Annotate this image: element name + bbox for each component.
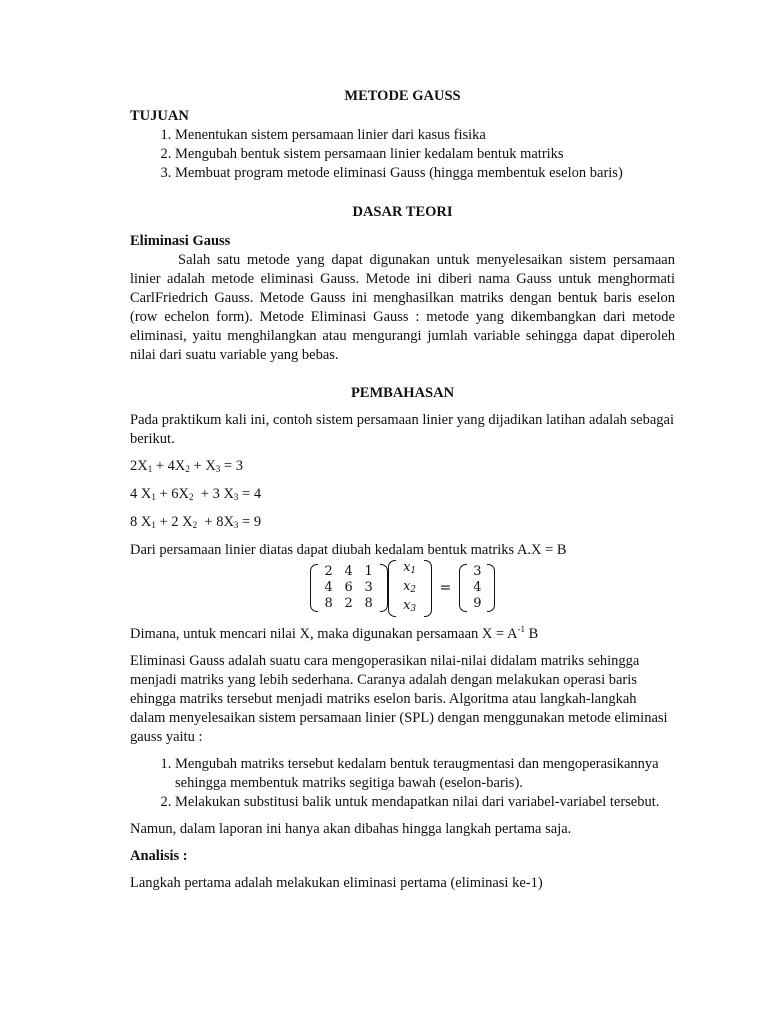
matrix-a-cell: 4 [344, 564, 353, 579]
matrix-intro: Dari persamaan linier diatas dapat diubah kedalam bentuk matriks A.X = B [130, 542, 567, 558]
solution-formula: Dimana, untuk mencari nilai X, maka digunakan persamaan $X = A^{-1}$ B [130, 624, 539, 642]
tujuan-list [130, 126, 675, 183]
equation-2: 4 $X_1 + 6X_2 + 3$ $X_3 = 4$ [130, 486, 262, 502]
analisis-text: Langkah pertama adalah melakukan eliminasi pertama (eliminasi ke-1) [130, 875, 543, 891]
vector-x [388, 560, 432, 617]
vector-b [459, 564, 495, 612]
step-item-1: 1. Mengubah matriks tersebut kedalam bentuk teraugmentasi dan mengoperasikannya sehingga membentuk matriks segitiga bawah (eselon-baris). [175, 755, 675, 793]
matrix-a-cell: 4 [324, 580, 333, 595]
dasar-teori-heading: DASAR TEORI [352, 204, 453, 220]
note-text: Namun, dalam laporan ini hanya akan dibahas hingga langkah pertama saja. [130, 821, 572, 837]
gauss-description: Eliminasi Gauss adalah suatu cara mengoperasikan nilai-nilai didalam matriks sehingga menjadi matriks yang lebih sederhana. Caranya adalah dengan melakukan operasi baris ehingga matriks tersebut menjadi matriks eselon baris. Algoritma atau langkah-langkah dalam menyelesaikan sistem persamaan linier (SPL) dengan menggunakan metode eliminasi gauss yaitu : [130, 653, 668, 745]
page-title: METODE GAUSS [344, 88, 461, 104]
matrix-a-cell: 1 [364, 564, 373, 579]
tujuan-item-3: 3. Membuat program metode eliminasi Gauss (hingga membentuk eselon baris) [175, 164, 675, 183]
pembahasan-intro: Pada praktikum kali ini, contoh sistem persamaan linier yang dijadikan latihan adalah sebagai berikut. [130, 412, 674, 447]
matrix-a-cell: 8 [324, 596, 333, 611]
tujuan-label: TUJUAN [130, 108, 189, 124]
matrix-a-cell: 6 [344, 580, 353, 595]
steps-list [130, 755, 675, 812]
matrix-a-cell: 8 [364, 596, 373, 611]
tujuan-item-2: 2. Mengubah bentuk sistem persamaan linier kedalam bentuk matriks [175, 145, 675, 164]
matrix-equation [130, 559, 675, 614]
dasar-teori-paragraph: Salah satu metode yang dapat digunakan untuk menyelesaikan sistem persamaan linier adalah metode eliminasi Gauss. Metode ini diberi nama Gauss untuk menghormati CarlFriedrich Gauss. Metode Gauss ini menghasilkan matriks dengan bentuk baris eselon (row echelon form). Metode Eliminasi Gauss : metode yang dikembangkan dari metode eliminasi, yaitu menghilangkan atau mengurangi jumlah variable sehingga dapat diperoleh nilai dari suatu variable yang bebas. [130, 252, 675, 363]
step-item-2: 2. Melakukan substitusi balik untuk mendapatkan nilai dari variabel-variabel tersebut. [175, 793, 675, 812]
vector-x-cell: $x_3$ [403, 597, 417, 614]
vector-x-cell: $x_1$ [403, 559, 417, 576]
eliminasi-gauss-subheading: Eliminasi Gauss [130, 233, 231, 249]
matrix-a-cell: 3 [364, 580, 373, 595]
matrix-a-cell: 2 [324, 564, 333, 579]
equation-1: $2X_1 + 4X_2 + X_3 = 3$ [130, 458, 243, 474]
analisis-label: Analisis : [130, 848, 188, 864]
matrix-a-cell: 2 [344, 596, 353, 611]
equals-sign: = [439, 580, 452, 596]
vector-b-cell: 9 [473, 596, 482, 611]
equation-3: 8 $X_1 + 2$ $X_2 + 8X_3 = 9$ [130, 514, 262, 530]
document-page [130, 88, 675, 893]
matrix-a [310, 564, 388, 612]
vector-b-cell: 4 [473, 580, 482, 595]
vector-x-cell: $x_2$ [403, 578, 417, 595]
pembahasan-heading: PEMBAHASAN [350, 385, 455, 401]
tujuan-item-1: 1. Menentukan sistem persamaan linier dari kasus fisika [175, 126, 675, 145]
vector-b-cell: 3 [473, 564, 482, 579]
